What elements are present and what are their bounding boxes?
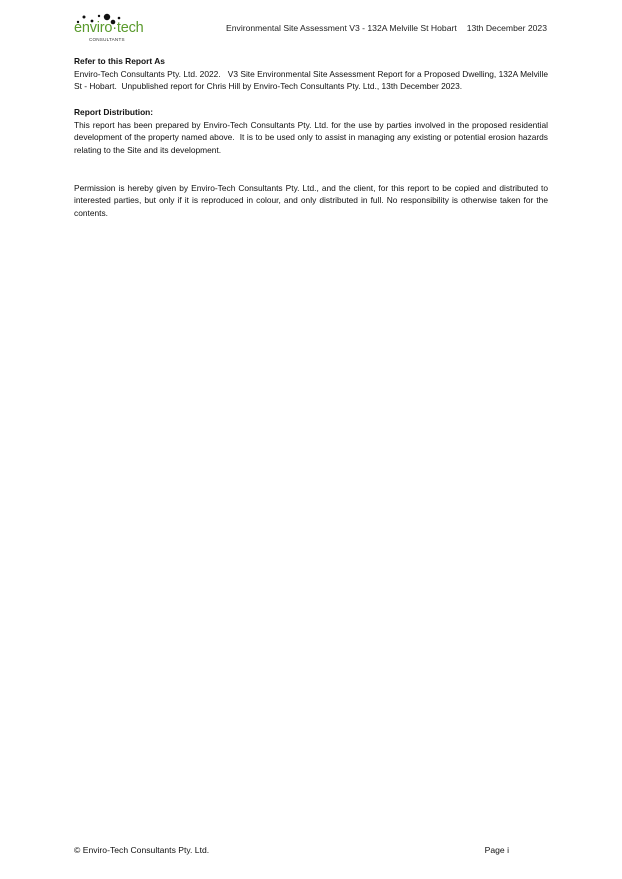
- logo-wordmark: enviro·tech: [74, 20, 144, 36]
- company-logo: [74, 12, 144, 46]
- section-body: This report has been prepared by Enviro-Tech Consultants Pty. Ltd. for the use by parties involved in the proposed residential development of the property named above. It is to be used only to assist in managing any existing or potential erosion hazards relating to the Site and its development.: [74, 119, 551, 155]
- section-refer-to-report: [74, 55, 551, 93]
- section-heading: Report Distribution:: [74, 106, 154, 117]
- section-heading: Refer to this Report As: [74, 56, 165, 66]
- document-date: 13th December 2023: [466, 23, 547, 33]
- footer-copyright: © Enviro-Tech Consultants Pty. Ltd.: [74, 845, 210, 855]
- permission-statement: Permission is hereby given by Enviro-Tech Consultants Pty. Ltd., and the client, for this report to be copied and distributed to interested parties, but only if it is reproduced in colour, and only distributed in full. No responsibility is otherwise taken for the contents.: [74, 182, 551, 219]
- section-body: Enviro-Tech Consultants Pty. Ltd. 2022. V3 Site Environmental Site Assessment Report for a Proposed Dwelling, 132A Melville St - Hobart. Unpublished report for Chris Hill by Enviro-Tech Consultants Pty. Ltd., 13th December 2023.: [74, 68, 551, 92]
- section-report-distribution: [74, 106, 551, 157]
- running-header: [226, 24, 547, 33]
- logo-subtitle: CONSULTANTS: [89, 37, 125, 42]
- page-content: [74, 55, 551, 220]
- footer-page-number: Page i: [484, 845, 509, 855]
- document-title: Environmental Site Assessment V3 - 132A Melville St Hobart: [226, 23, 457, 33]
